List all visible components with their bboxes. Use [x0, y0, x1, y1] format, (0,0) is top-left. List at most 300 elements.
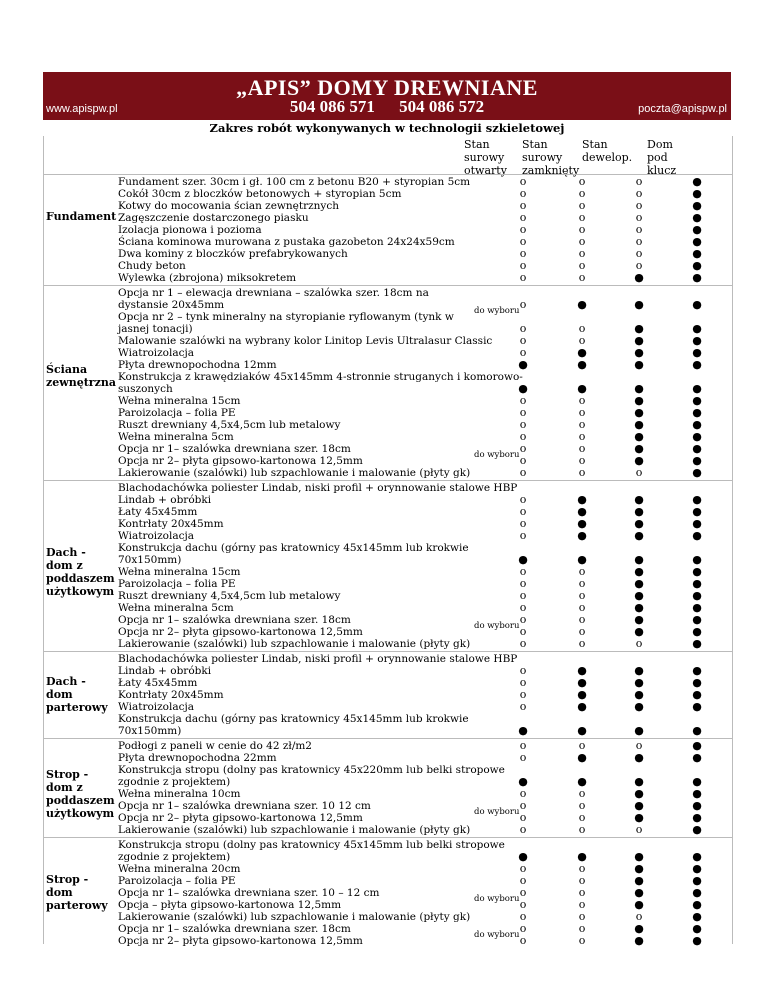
excluded-circle-icon: o	[578, 271, 586, 284]
included-dot-icon: ●	[692, 922, 702, 935]
excluded-circle-icon: o	[578, 601, 586, 614]
excluded-circle-icon: o	[578, 235, 586, 248]
table-row	[118, 467, 730, 479]
included-dot-icon: ●	[692, 724, 702, 737]
excluded-circle-icon: o	[635, 199, 643, 212]
choice-note: do wyboru	[474, 621, 520, 631]
included-dot-icon: ●	[577, 358, 587, 371]
included-dot-icon: ●	[634, 724, 644, 737]
included-dot-icon: ●	[577, 517, 587, 530]
excluded-circle-icon: o	[578, 799, 586, 812]
included-dot-icon: ●	[692, 664, 702, 677]
included-dot-icon: ●	[692, 430, 702, 443]
column-header-1: Stan surowy otwarty	[464, 138, 507, 177]
included-dot-icon: ●	[692, 886, 702, 899]
excluded-circle-icon: o	[519, 505, 527, 518]
included-dot-icon: ●	[634, 898, 644, 911]
included-dot-icon: ●	[634, 382, 644, 395]
row-description: zgodnie z projektem)	[118, 851, 231, 863]
excluded-circle-icon: o	[635, 223, 643, 236]
included-dot-icon: ●	[692, 454, 702, 467]
excluded-circle-icon: o	[578, 898, 586, 911]
excluded-circle-icon: o	[519, 406, 527, 419]
excluded-circle-icon: o	[519, 676, 527, 689]
excluded-circle-icon: o	[578, 418, 586, 431]
excluded-circle-icon: o	[578, 565, 586, 578]
included-dot-icon: ●	[692, 577, 702, 590]
included-dot-icon: ●	[634, 625, 644, 638]
included-dot-icon: ●	[634, 577, 644, 590]
row-description: Opcja nr 1– szalówka drewniana szer. 18cm	[118, 443, 351, 455]
included-dot-icon: ●	[692, 799, 702, 812]
row-description: Lakierowanie (szalówki) lub szpachlowanie i malowanie (płyty gk)	[118, 824, 471, 836]
included-dot-icon: ●	[634, 442, 644, 455]
excluded-circle-icon: o	[519, 811, 527, 824]
included-dot-icon: ●	[634, 676, 644, 689]
row-description: Kontrłaty 20x45mm	[118, 689, 224, 701]
included-dot-icon: ●	[692, 223, 702, 236]
excluded-circle-icon: o	[519, 751, 527, 764]
choice-note: do wyboru	[474, 930, 520, 940]
excluded-circle-icon: o	[635, 259, 643, 272]
included-dot-icon: ●	[692, 466, 702, 479]
section-label: Fundament	[46, 209, 117, 223]
row-description: 70x150mm)	[118, 554, 182, 566]
excluded-circle-icon: o	[578, 787, 586, 800]
excluded-circle-icon: o	[519, 442, 527, 455]
included-dot-icon: ●	[634, 751, 644, 764]
included-dot-icon: ●	[692, 322, 702, 335]
excluded-circle-icon: o	[635, 823, 643, 836]
included-dot-icon: ●	[692, 625, 702, 638]
row-description: Wiatroizolacja	[118, 530, 195, 542]
choice-note: do wyboru	[474, 306, 520, 316]
included-dot-icon: ●	[634, 688, 644, 701]
excluded-circle-icon: o	[519, 898, 527, 911]
excluded-circle-icon: o	[635, 235, 643, 248]
row-description: Konstrukcja stropu (dolny pas kratownicy 45x145mm lub belki stropowe	[118, 839, 505, 851]
excluded-circle-icon: o	[519, 910, 527, 923]
excluded-circle-icon: o	[519, 247, 527, 260]
included-dot-icon: ●	[692, 934, 702, 947]
included-dot-icon: ●	[634, 799, 644, 812]
included-dot-icon: ●	[518, 553, 528, 566]
included-dot-icon: ●	[518, 382, 528, 395]
included-dot-icon: ●	[634, 862, 644, 875]
table-row	[118, 935, 730, 947]
excluded-circle-icon: o	[519, 418, 527, 431]
excluded-circle-icon: o	[578, 811, 586, 824]
included-dot-icon: ●	[692, 406, 702, 419]
row-description: Opcja nr 1– szalówka drewniana szer. 10 – 12 cm	[118, 887, 380, 899]
excluded-circle-icon: o	[519, 346, 527, 359]
excluded-circle-icon: o	[578, 739, 586, 752]
excluded-circle-icon: o	[519, 922, 527, 935]
included-dot-icon: ●	[634, 493, 644, 506]
excluded-circle-icon: o	[578, 247, 586, 260]
included-dot-icon: ●	[634, 787, 644, 800]
excluded-circle-icon: o	[519, 187, 527, 200]
excluded-circle-icon: o	[578, 442, 586, 455]
row-description: Opcja nr 1– szalówka drewniana szer. 10 12 cm	[118, 800, 371, 812]
row-description: Lindab + obróbki	[118, 494, 212, 506]
column-header-3: Stan dewelop.	[582, 138, 633, 164]
row-description: Opcja nr 2– płyta gipsowo-kartonowa 12,5mm	[118, 626, 363, 638]
included-dot-icon: ●	[577, 676, 587, 689]
included-dot-icon: ●	[577, 553, 587, 566]
excluded-circle-icon: o	[635, 739, 643, 752]
excluded-circle-icon: o	[519, 259, 527, 272]
excluded-circle-icon: o	[519, 565, 527, 578]
section-label: Ściana zewnętrzna	[46, 362, 116, 389]
excluded-circle-icon: o	[519, 823, 527, 836]
table-row	[118, 359, 730, 371]
row-description: Dwa kominy z bloczków prefabrykowanych	[118, 248, 348, 260]
row-description: Ściana kominowa murowana z pustaka gazobeton 24x24x59cm	[118, 236, 455, 248]
table-row	[118, 530, 730, 542]
row-description: Wiatroizolacja	[118, 701, 195, 713]
excluded-circle-icon: o	[519, 613, 527, 626]
included-dot-icon: ●	[634, 322, 644, 335]
excluded-circle-icon: o	[578, 823, 586, 836]
included-dot-icon: ●	[577, 775, 587, 788]
excluded-circle-icon: o	[635, 637, 643, 650]
row-description: Opcja nr 2– płyta gipsowo-kartonowa 12,5mm	[118, 812, 363, 824]
included-dot-icon: ●	[634, 775, 644, 788]
row-description: Lindab + obróbki	[118, 665, 212, 677]
row-description: Izolacja pionowa i pozioma	[118, 224, 262, 236]
excluded-circle-icon: o	[519, 589, 527, 602]
row-description: Konstrukcja stropu (dolny pas kratownicy 45x220mm lub belki stropowe	[118, 764, 505, 776]
included-dot-icon: ●	[692, 850, 702, 863]
row-description: Kontrłaty 20x45mm	[118, 518, 224, 530]
row-description: Opcja nr 2– płyta gipsowo-kartonowa 12,5mm	[118, 455, 363, 467]
row-description: Łaty 45x45mm	[118, 677, 198, 689]
included-dot-icon: ●	[692, 199, 702, 212]
included-dot-icon: ●	[634, 850, 644, 863]
included-dot-icon: ●	[577, 751, 587, 764]
row-description: Konstrukcja z krawędziaków 45x145mm 4-stronnie struganych i komorowo-	[118, 371, 523, 383]
section-label: Dach - dom parterowy	[46, 674, 108, 714]
row-description: Cokół 30cm z bloczków betonowych + styropian 5cm	[118, 188, 402, 200]
excluded-circle-icon: o	[578, 862, 586, 875]
row-description: Wełna mineralna 10cm	[118, 788, 241, 800]
excluded-circle-icon: o	[578, 466, 586, 479]
included-dot-icon: ●	[577, 505, 587, 518]
included-dot-icon: ●	[692, 247, 702, 260]
included-dot-icon: ●	[634, 394, 644, 407]
phone-1[interactable]: 504 086 571	[289, 97, 375, 116]
included-dot-icon: ●	[692, 493, 702, 506]
row-description: Płyta drewnopochodna 12mm	[118, 359, 277, 371]
included-dot-icon: ●	[692, 751, 702, 764]
row-description: Chudy beton	[118, 260, 186, 272]
excluded-circle-icon: o	[519, 235, 527, 248]
excluded-circle-icon: o	[519, 199, 527, 212]
included-dot-icon: ●	[692, 823, 702, 836]
excluded-circle-icon: o	[635, 211, 643, 224]
row-description: Malowanie szalówki na wybrany kolor Linitop Levis Ultralasur Classic	[118, 335, 493, 347]
scope-table	[43, 136, 733, 947]
excluded-circle-icon: o	[578, 394, 586, 407]
row-description: zgodnie z projektem)	[118, 776, 231, 788]
choice-note: do wyboru	[474, 807, 520, 817]
row-description: Wylewka (zbrojona) miksokretem	[118, 272, 297, 284]
email-link[interactable]: poczta@apispw.pl	[638, 103, 727, 115]
included-dot-icon: ●	[692, 298, 702, 311]
row-description: Lakierowanie (szalówki) lub szpachlowanie i malowanie (płyty gk)	[118, 467, 471, 479]
included-dot-icon: ●	[692, 637, 702, 650]
excluded-circle-icon: o	[578, 223, 586, 236]
excluded-circle-icon: o	[578, 886, 586, 899]
included-dot-icon: ●	[692, 787, 702, 800]
included-dot-icon: ●	[634, 664, 644, 677]
excluded-circle-icon: o	[578, 922, 586, 935]
excluded-circle-icon: o	[519, 493, 527, 506]
document-subtitle: Zakres robót wykonywanych w technologii szkieletowej	[209, 121, 565, 135]
column-header-2: Stan surowy zamknięty	[522, 138, 580, 177]
row-description: Łaty 45x45mm	[118, 506, 198, 518]
excluded-circle-icon: o	[519, 334, 527, 347]
column-header-4: Dom pod klucz	[647, 138, 677, 177]
website-link[interactable]: www.apispw.pl	[46, 103, 118, 115]
excluded-circle-icon: o	[578, 334, 586, 347]
included-dot-icon: ●	[577, 664, 587, 677]
included-dot-icon: ●	[634, 418, 644, 431]
excluded-circle-icon: o	[519, 211, 527, 224]
excluded-circle-icon: o	[519, 625, 527, 638]
included-dot-icon: ●	[692, 739, 702, 752]
included-dot-icon: ●	[518, 358, 528, 371]
table-row	[118, 272, 730, 284]
table-row	[118, 638, 730, 650]
included-dot-icon: ●	[692, 676, 702, 689]
excluded-circle-icon: o	[519, 799, 527, 812]
row-description: Opcja – płyta gipsowo-kartonowa 12,5mm	[118, 899, 342, 911]
included-dot-icon: ●	[577, 382, 587, 395]
excluded-circle-icon: o	[635, 247, 643, 260]
table-header	[44, 136, 732, 177]
included-dot-icon: ●	[692, 700, 702, 713]
included-dot-icon: ●	[692, 898, 702, 911]
included-dot-icon: ●	[692, 442, 702, 455]
excluded-circle-icon: o	[578, 577, 586, 590]
section-label: Strop - dom z poddaszem użytkowym	[46, 767, 115, 820]
included-dot-icon: ●	[692, 382, 702, 395]
table-row	[118, 298, 730, 316]
excluded-circle-icon: o	[519, 430, 527, 443]
company-title: „APIS” DOMY DREWNIANE	[236, 75, 538, 100]
excluded-circle-icon: o	[578, 175, 586, 188]
included-dot-icon: ●	[692, 418, 702, 431]
included-dot-icon: ●	[692, 775, 702, 788]
excluded-circle-icon: o	[635, 910, 643, 923]
row-description: Ruszt drewniany 4,5x4,5cm lub metalowy	[118, 419, 341, 431]
excluded-circle-icon: o	[578, 454, 586, 467]
included-dot-icon: ●	[692, 811, 702, 824]
included-dot-icon: ●	[634, 334, 644, 347]
included-dot-icon: ●	[692, 175, 702, 188]
included-dot-icon: ●	[634, 553, 644, 566]
included-dot-icon: ●	[634, 271, 644, 284]
excluded-circle-icon: o	[519, 934, 527, 947]
included-dot-icon: ●	[634, 589, 644, 602]
included-dot-icon: ●	[692, 529, 702, 542]
included-dot-icon: ●	[634, 346, 644, 359]
included-dot-icon: ●	[692, 553, 702, 566]
excluded-circle-icon: o	[519, 175, 527, 188]
row-description: suszonych	[118, 383, 173, 395]
included-dot-icon: ●	[634, 565, 644, 578]
row-description: Wełna mineralna 15cm	[118, 566, 241, 578]
row-description: Zagęszczenie dostarczonego piasku	[118, 212, 309, 224]
row-description: 70x150mm)	[118, 725, 182, 737]
excluded-circle-icon: o	[578, 589, 586, 602]
row-description: Konstrukcja dachu (górny pas kratownicy 45x145mm lub krokwie	[118, 713, 469, 725]
row-description: Paroizolacja – folia PE	[118, 875, 236, 887]
excluded-circle-icon: o	[578, 874, 586, 887]
included-dot-icon: ●	[692, 565, 702, 578]
included-dot-icon: ●	[634, 886, 644, 899]
row-description: Kotwy do mocowania ścian zewnętrznych	[118, 200, 339, 212]
row-description: Wiatroizolacja	[118, 347, 195, 359]
excluded-circle-icon: o	[519, 466, 527, 479]
included-dot-icon: ●	[692, 505, 702, 518]
excluded-circle-icon: o	[635, 466, 643, 479]
included-dot-icon: ●	[692, 187, 702, 200]
included-dot-icon: ●	[692, 235, 702, 248]
phone-2[interactable]: 504 086 572	[399, 97, 485, 116]
included-dot-icon: ●	[692, 334, 702, 347]
included-dot-icon: ●	[577, 850, 587, 863]
included-dot-icon: ●	[577, 298, 587, 311]
included-dot-icon: ●	[634, 811, 644, 824]
included-dot-icon: ●	[692, 271, 702, 284]
table-row	[118, 824, 730, 836]
included-dot-icon: ●	[577, 688, 587, 701]
excluded-circle-icon: o	[578, 406, 586, 419]
excluded-circle-icon: o	[519, 688, 527, 701]
included-dot-icon: ●	[692, 211, 702, 224]
included-dot-icon: ●	[692, 874, 702, 887]
included-dot-icon: ●	[692, 259, 702, 272]
excluded-circle-icon: o	[519, 517, 527, 530]
row-description: Opcja nr 1 – elewacja drewniana – szalówka szer. 18cm na	[118, 287, 429, 299]
included-dot-icon: ●	[692, 358, 702, 371]
excluded-circle-icon: o	[578, 430, 586, 443]
row-description: Lakierowanie (szalówki) lub szpachlowanie i malowanie (płyty gk)	[118, 911, 471, 923]
choice-note: do wyboru	[474, 450, 520, 460]
excluded-circle-icon: o	[519, 739, 527, 752]
excluded-circle-icon: o	[578, 199, 586, 212]
row-description: dystansie 20x45mm	[118, 299, 225, 311]
row-description: Wełna mineralna 15cm	[118, 395, 241, 407]
row-description: Opcja nr 1– szalówka drewniana szer. 18cm	[118, 614, 351, 626]
excluded-circle-icon: o	[635, 175, 643, 188]
row-description: Wełna mineralna 5cm	[118, 431, 234, 443]
included-dot-icon: ●	[692, 862, 702, 875]
excluded-circle-icon: o	[519, 223, 527, 236]
excluded-circle-icon: o	[578, 625, 586, 638]
included-dot-icon: ●	[577, 493, 587, 506]
included-dot-icon: ●	[518, 775, 528, 788]
included-dot-icon: ●	[634, 874, 644, 887]
excluded-circle-icon: o	[578, 211, 586, 224]
excluded-circle-icon: o	[519, 700, 527, 713]
excluded-circle-icon: o	[519, 577, 527, 590]
excluded-circle-icon: o	[578, 259, 586, 272]
row-description: Lakierowanie (szalówki) lub szpachlowanie i malowanie (płyty gk)	[118, 638, 471, 650]
included-dot-icon: ●	[634, 430, 644, 443]
excluded-circle-icon: o	[519, 787, 527, 800]
row-description: jasnej tonacji)	[118, 323, 193, 335]
excluded-circle-icon: o	[519, 601, 527, 614]
choice-note: do wyboru	[474, 894, 520, 904]
included-dot-icon: ●	[634, 700, 644, 713]
included-dot-icon: ●	[577, 529, 587, 542]
included-dot-icon: ●	[634, 934, 644, 947]
included-dot-icon: ●	[692, 910, 702, 923]
row-description: Fundament szer. 30cm i gł. 100 cm z betonu B20 + styropian 5cm	[118, 176, 471, 188]
excluded-circle-icon: o	[519, 664, 527, 677]
excluded-circle-icon: o	[635, 187, 643, 200]
included-dot-icon: ●	[692, 613, 702, 626]
row-description: Wełna mineralna 5cm	[118, 602, 234, 614]
row-description: Opcja nr 1– szalówka drewniana szer. 18cm	[118, 923, 351, 935]
row-description: Opcja nr 2 – tynk mineralny na styropianie ryflowanym (tynk w	[118, 311, 454, 323]
excluded-circle-icon: o	[578, 910, 586, 923]
excluded-circle-icon: o	[519, 637, 527, 650]
included-dot-icon: ●	[577, 700, 587, 713]
section-label: Strop - dom parterowy	[46, 872, 108, 912]
excluded-circle-icon: o	[519, 454, 527, 467]
included-dot-icon: ●	[692, 517, 702, 530]
included-dot-icon: ●	[634, 406, 644, 419]
section-label: Dach - dom z poddaszem użytkowym	[46, 545, 115, 598]
included-dot-icon: ●	[634, 922, 644, 935]
excluded-circle-icon: o	[519, 322, 527, 335]
excluded-circle-icon: o	[519, 529, 527, 542]
excluded-circle-icon: o	[578, 613, 586, 626]
row-description: Podłogi z paneli w cenie do 42 zł/m2	[118, 740, 312, 752]
included-dot-icon: ●	[634, 601, 644, 614]
row-description: Opcja nr 2– płyta gipsowo-kartonowa 12,5mm	[118, 935, 363, 947]
excluded-circle-icon: o	[519, 886, 527, 899]
row-description: Konstrukcja dachu (górny pas kratownicy 45x145mm lub krokwie	[118, 542, 469, 554]
included-dot-icon: ●	[634, 454, 644, 467]
included-dot-icon: ●	[634, 613, 644, 626]
excluded-circle-icon: o	[578, 187, 586, 200]
excluded-circle-icon: o	[519, 394, 527, 407]
excluded-circle-icon: o	[578, 637, 586, 650]
excluded-circle-icon: o	[578, 934, 586, 947]
included-dot-icon: ●	[518, 724, 528, 737]
table-row	[118, 752, 730, 764]
row-description: Ruszt drewniany 4,5x4,5cm lub metalowy	[118, 590, 341, 602]
included-dot-icon: ●	[692, 394, 702, 407]
included-dot-icon: ●	[692, 688, 702, 701]
phone-numbers	[43, 97, 731, 117]
row-description: Blachodachówka poliester Lindab, niski profil + orynnowanie stalowe HBP	[118, 653, 518, 665]
included-dot-icon: ●	[577, 724, 587, 737]
table-row	[118, 701, 730, 713]
included-dot-icon: ●	[692, 346, 702, 359]
excluded-circle-icon: o	[519, 862, 527, 875]
included-dot-icon: ●	[634, 529, 644, 542]
included-dot-icon: ●	[634, 358, 644, 371]
included-dot-icon: ●	[634, 298, 644, 311]
included-dot-icon: ●	[634, 517, 644, 530]
